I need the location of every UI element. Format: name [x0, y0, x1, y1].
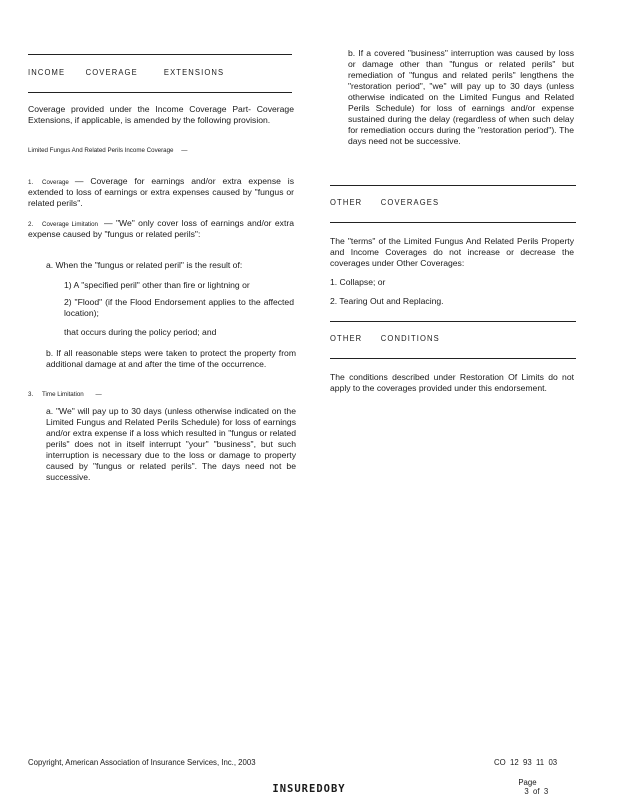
- item-2b: b. If all reasonable steps were taken to protect the property from additional damage at and after the time of the occurrence.: [46, 348, 296, 369]
- item-3a: a. "We" will pay up to 30 days (unless otherwise indicated on the Limited Fungus and Related Perils Schedule) for loss of earnings and/or extra expense if a loss which resulted in "fungus or related perils" does not in itself interrupt "your" "business", but such interruption is necessary due to the loss or damage to property caused by "fungus or related perils". The days need not be successive.: [46, 406, 296, 482]
- title-line: Limited Fungus And Related Perils Income Coverage: [28, 147, 174, 154]
- item-number: 2.: [28, 221, 34, 228]
- heading-rule-other-conditions-bottom: [330, 358, 576, 359]
- item-label: Time Limitation: [42, 391, 84, 398]
- item-3-time-limitation: [28, 390, 228, 399]
- form-number: CO 12 93 11 03: [494, 758, 558, 767]
- item-1-coverage: [28, 176, 294, 209]
- title-dash: —: [181, 147, 188, 154]
- limited-fungus-title: [28, 146, 268, 155]
- top-rule-left: [28, 54, 292, 55]
- heading-word: OTHER: [330, 334, 363, 343]
- item-dash: —: [95, 391, 102, 398]
- item-text: — Coverage for earnings and/or extra expense is extended to loss of earnings or extra expenses caused by "fungus or related perils".: [28, 176, 294, 208]
- heading-rule-left: [28, 92, 292, 93]
- page-value: 3 of 3: [524, 787, 549, 796]
- item-2a: a. When the "fungus or related peril" is the result of:: [46, 260, 243, 270]
- heading-word: COVERAGE: [85, 68, 138, 77]
- item-2-coverage-limitation: [28, 218, 294, 240]
- other-coverages-item-1: 1. Collapse; or: [330, 277, 386, 287]
- heading-word: EXTENSIONS: [163, 68, 225, 77]
- item-3b: b. If a covered "business" interruption was caused by loss or damage other than "fungus or related perils" but remediation of "fungus and related perils" lengthens the "restoration period", "we" will pay up to 30 days (unless otherwise indicated on the Limited Fungus and Related Perils Schedule) for loss of earnings and/or expense sustained during the delay (regardless of when such delay for remediation occurs during the "restoration period"). The days need not be successive.: [348, 48, 574, 146]
- item-number: 3.: [28, 391, 34, 398]
- heading-rule-other-coverages-bottom: [330, 222, 576, 223]
- copyright-notice: Copyright, American Association of Insurance Services, Inc., 2003: [28, 758, 256, 767]
- section-heading-other-coverages: [330, 198, 439, 207]
- item-2a-tail: that occurs during the policy period; and: [64, 327, 217, 337]
- page-label: Page: [518, 778, 537, 787]
- item-label: Coverage: [42, 179, 69, 186]
- section-heading-other-conditions: [330, 334, 440, 343]
- heading-word: INCOME: [28, 68, 66, 77]
- heading-word: COVERAGES: [380, 198, 440, 207]
- item-text: — "We" only cover loss of earnings and/or extra expense caused by "fungus or related perils":: [28, 218, 295, 239]
- item-2a-2: 2) "Flood" (if the Flood Endorsement applies to the affected location);: [64, 297, 294, 318]
- item-2a-1: 1) A "specified peril" other than fire or lightning or: [64, 280, 250, 290]
- brand-watermark: INSUREDOBY: [272, 783, 346, 795]
- item-number: 1.: [28, 179, 34, 186]
- heading-rule-other-coverages-top: [330, 185, 576, 186]
- item-label: Coverage Limitation: [42, 221, 99, 228]
- other-conditions-paragraph: The conditions described under Restoration Of Limits do not apply to the coverages provided under this endorsement.: [330, 372, 574, 393]
- section-heading-income-coverage-extensions: [28, 68, 279, 77]
- heading-word: OTHER: [330, 198, 363, 207]
- heading-word: CONDITIONS: [380, 334, 440, 343]
- other-coverages-paragraph: The "terms" of the Limited Fungus And Related Perils Property and Income Coverages do not increase or decrease the coverages under Other Coverages:: [330, 236, 574, 268]
- intro-paragraph: Coverage provided under the Income Coverage Part- Coverage Extensions, if applicable, is amended by the following provision.: [28, 104, 294, 125]
- other-coverages-item-2: 2. Tearing Out and Replacing.: [330, 296, 444, 306]
- heading-rule-other-conditions-top: [330, 321, 576, 322]
